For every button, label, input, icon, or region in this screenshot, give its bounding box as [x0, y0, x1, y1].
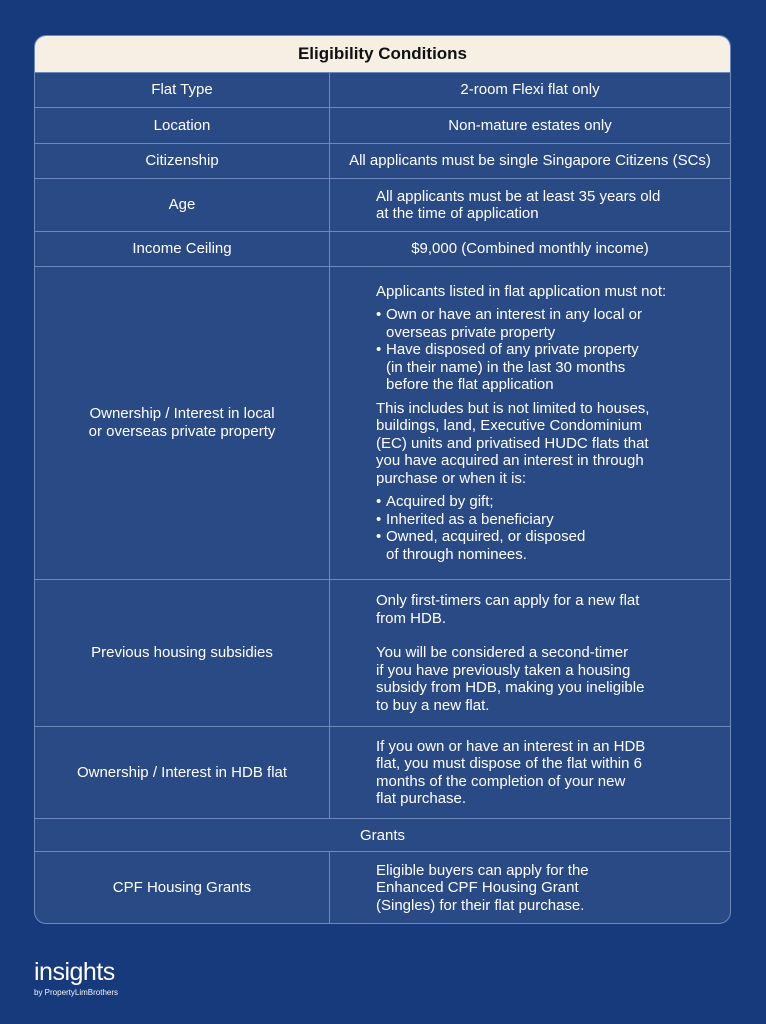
para-line: This includes but is not limited to houses,: [376, 399, 650, 417]
table-header: Eligibility Conditions: [35, 36, 730, 72]
bullet-line: (in their name) in the last 30 months: [386, 358, 626, 376]
bullet-line: • Owned, acquired, or disposed: [386, 528, 586, 546]
brand-logo: [34, 958, 118, 997]
para-line: to buy a new flat.: [376, 696, 490, 714]
label-line: or overseas private property: [88, 423, 276, 440]
bullet-line: before the flat application: [386, 376, 554, 394]
bullet-line: • Have disposed of any private property: [386, 341, 639, 359]
row-label: Flat Type: [35, 73, 330, 107]
row-label: Age: [35, 179, 330, 231]
section-header: Grants: [359, 826, 405, 844]
paragraph: [376, 592, 644, 627]
para-line: (Singles) for their flat purchase.: [376, 896, 585, 914]
bullet-list: [376, 493, 666, 563]
para-line: months of the completion of your new: [376, 772, 626, 790]
bullet-line: overseas private property: [386, 323, 556, 341]
para-line: subsidy from HDB, making you ineligible: [376, 679, 645, 696]
paragraph: [376, 400, 666, 488]
row-housing-subsidies: [35, 579, 730, 726]
paragraph: [376, 644, 644, 714]
row-label: Previous housing subsidies: [35, 580, 330, 726]
para-line: (EC) units and privatised HUDC flats that: [376, 434, 649, 452]
row-citizenship: [35, 143, 730, 178]
row-value: [330, 580, 730, 726]
row-grants-section: [35, 818, 730, 851]
row-flat-type: [35, 72, 730, 107]
row-value: $9,000 (Combined monthly income): [411, 240, 649, 258]
row-ownership-private: [35, 266, 730, 579]
row-label: Citizenship: [35, 144, 330, 178]
row-location: [35, 107, 730, 143]
para-line: if you have previously taken a housing: [376, 661, 631, 679]
intro-text: Applicants listed in flat application must not:: [376, 282, 667, 300]
para-line: Only first-timers can apply for a new flat: [376, 592, 640, 609]
row-value: [330, 727, 730, 818]
para-line: buildings, land, Executive Condominium: [376, 417, 642, 435]
para-line: If you own or have an interest in an HDB: [376, 737, 646, 755]
label-line: Ownership / Interest in local: [89, 405, 275, 422]
bullet-item: [376, 306, 666, 341]
row-age: [35, 178, 730, 231]
row-label: Income Ceiling: [35, 232, 330, 266]
value-line: at the time of application: [376, 205, 539, 222]
logo-subtitle: by PropertyLimBrothers: [34, 988, 119, 997]
row-label: CPF Housing Grants: [35, 852, 330, 924]
bullet-list: [376, 306, 666, 394]
bullet-item: [376, 528, 666, 563]
row-value: [330, 267, 730, 579]
row-value: [330, 179, 730, 231]
para-line: flat purchase.: [376, 790, 467, 807]
para-line: purchase or when it is:: [376, 469, 527, 487]
para-line: Eligible buyers can apply for the: [376, 861, 589, 879]
bullet-line: of through nominees.: [386, 545, 527, 563]
row-ownership-hdb: [35, 726, 730, 818]
eligibility-table: [34, 35, 731, 924]
value-line: All applicants must be at least 35 years old: [376, 187, 661, 205]
bullet-item: [376, 493, 666, 511]
bullet-line: • Own or have an interest in any local or: [386, 306, 642, 324]
row-value: [330, 852, 730, 924]
para-line: from HDB.: [376, 609, 447, 627]
row-value: All applicants must be single Singapore Citizens (SCs): [349, 152, 711, 170]
row-income-ceiling: [35, 231, 730, 266]
bullet-line: • Acquired by gift;: [386, 493, 494, 511]
row-label: Location: [35, 108, 330, 143]
para-line: You will be considered a second-timer: [376, 644, 629, 661]
row-value: Non-mature estates only: [448, 116, 612, 134]
bullet-item: [376, 511, 666, 529]
bullet-item: [376, 341, 666, 394]
bullet-line: • Inherited as a beneficiary: [386, 510, 554, 528]
para-line: Enhanced CPF Housing Grant: [376, 879, 579, 897]
row-label: Ownership / Interest in HDB flat: [35, 727, 330, 818]
para-line: you have acquired an interest in through: [376, 452, 644, 470]
para-line: flat, you must dispose of the flat within 6: [376, 755, 642, 772]
logo-title: insights: [34, 958, 115, 986]
row-label: [35, 267, 330, 579]
row-value: 2-room Flexi flat only: [460, 81, 600, 99]
row-cpf-grants: [35, 851, 730, 924]
